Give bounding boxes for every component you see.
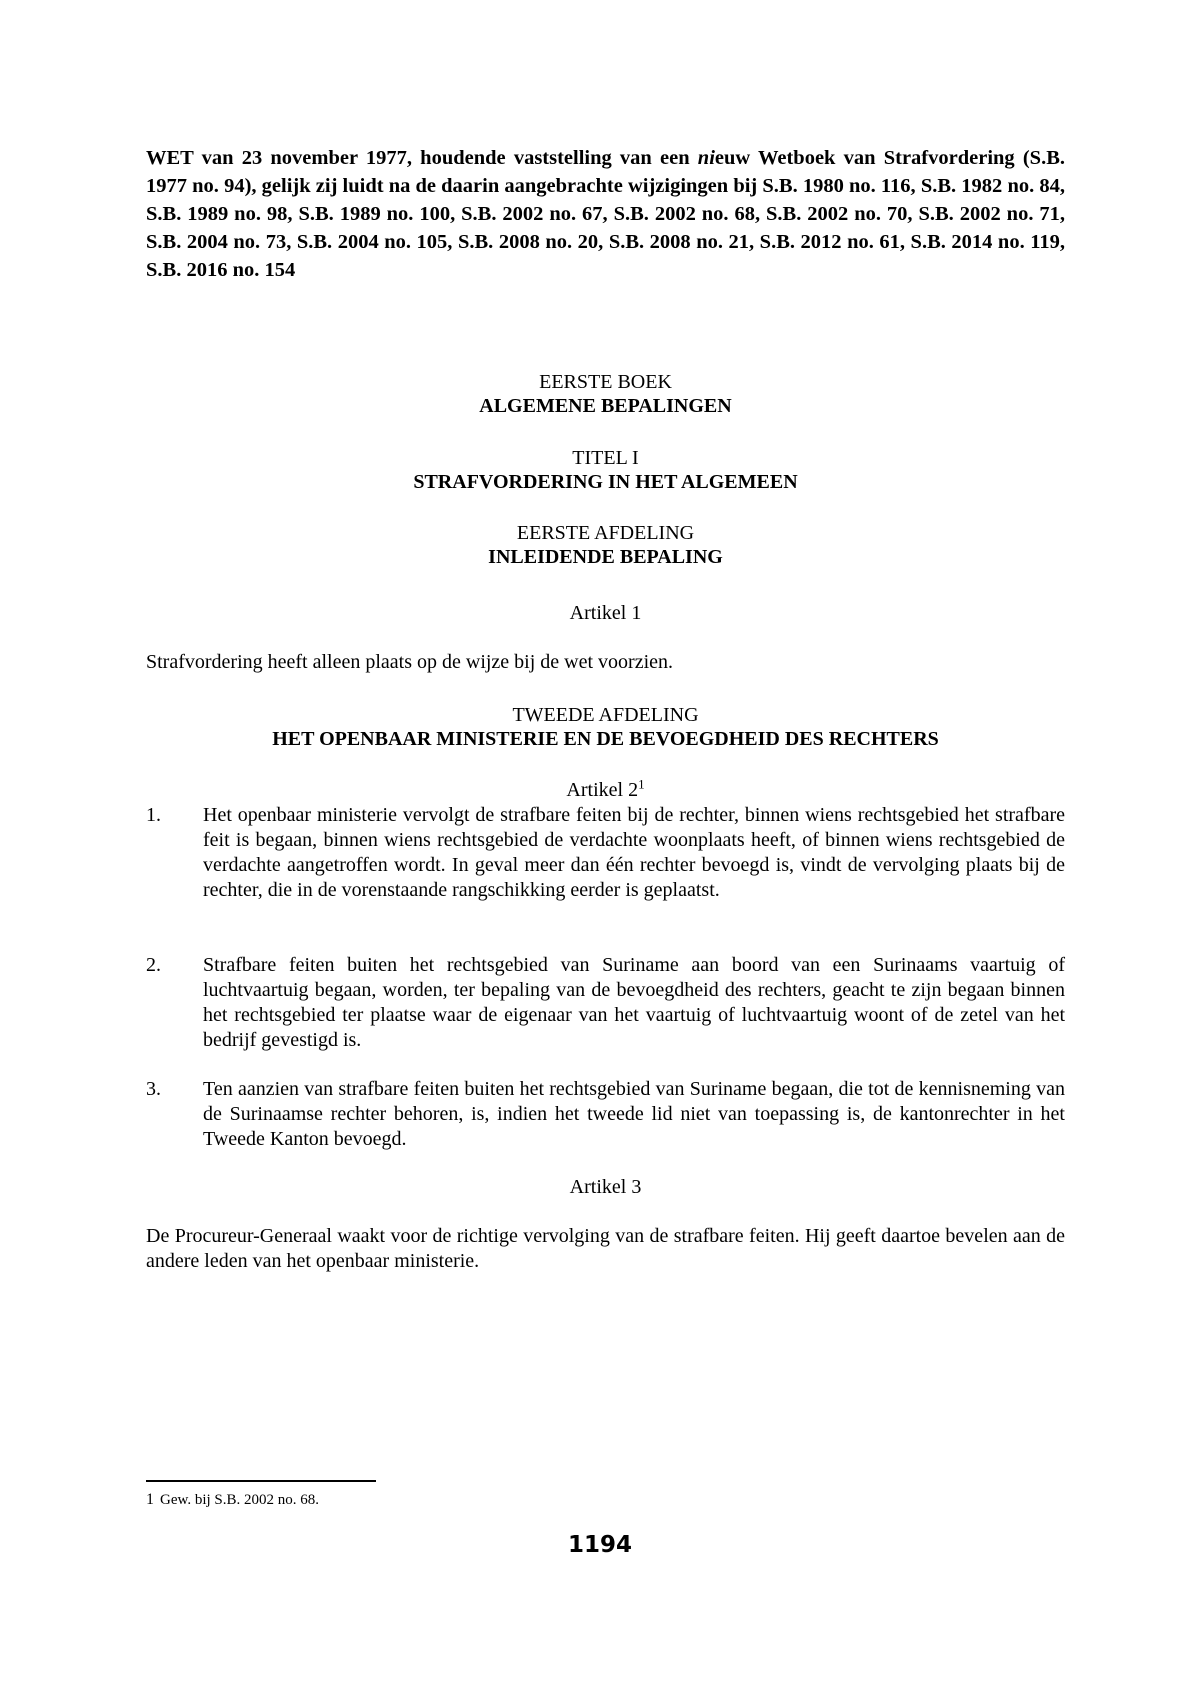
list-item-number: 3. (146, 1078, 161, 1100)
article1-text: Strafvordering heeft alleen plaats op de wijze bij de wet voorzien. (146, 651, 674, 673)
section2-heading (146, 703, 1065, 751)
footnote (146, 1490, 319, 1510)
title-title: STRAFVORDERING IN HET ALGEMEEN (413, 471, 798, 493)
footnote-reference: 1 (638, 776, 645, 792)
law-title-part2: euw Wetboek van Strafvordering (S.B. 1977 no. 94), gelijk zij luidt na de daarin aangebrachte wijzigingen bij S.B. 1980 no. 116, S.B. 1982 no. 84, S.B. 1989 no. 98, S.B. 1989 no. 100, S.B. 2002 no. 67, S.B. 2002 no. 68, S.B. 2002 no. 70, S.B. 2002 no. 71, S.B. 2004 no. 73, S.B. 2004 no. 105, S.B. 2008 no. 20, S.B. 2008 no. 21, S.B. 2012 no. 61, S.B. 2014 no. 119, S.B. 2016 no. 154 (146, 147, 1065, 281)
article3-text: De Procureur-Generaal waakt voor de richtige vervolging van de strafbare feiten. Hij geeft daartoe bevelen aan de andere leden van het openbaar ministerie. (146, 1225, 1065, 1272)
section1-title: INLEIDENDE BEPALING (488, 546, 723, 568)
list-item-number: 2. (146, 954, 161, 976)
article3-label: Artikel 3 (569, 1176, 642, 1198)
footnote-text: Gew. bij S.B. 2002 no. 68. (160, 1492, 320, 1508)
article2-item-2 (146, 953, 1065, 1053)
article2-item-3 (146, 1077, 1065, 1152)
law-title-emphasis: ni (697, 147, 715, 169)
footnote-number: 1 (146, 1491, 154, 1508)
section1-label: EERSTE AFDELING (516, 522, 695, 544)
book-heading (146, 370, 1065, 418)
article1-label: Artikel 1 (569, 602, 642, 624)
section1-heading (146, 521, 1065, 569)
page-number: 1194 (567, 1532, 632, 1558)
law-title-part1: WET van 23 november 1977, houdende vaststelling van een (146, 147, 698, 169)
book-label: EERSTE BOEK (539, 371, 672, 393)
footnote-separator (146, 1480, 376, 1482)
list-item-text: Strafbare feiten buiten het rechtsgebied van Suriname aan boord van een Surinaams vaartuig of luchtvaartuig begaan, worden, ter bepaling van de bevoegdheid des rechters, geacht te zijn begaan binnen het rechtsgebied ter plaatse waar de eigenaar van het vaartuig of luchtvaartuig woont of de zetel van het bedrijf gevestigd is. (203, 954, 1065, 1051)
list-item-number: 1. (146, 804, 161, 826)
title-heading (146, 446, 1065, 494)
article2-label-text: Artikel 2 (566, 779, 639, 801)
article2-item-1 (146, 803, 1065, 903)
section2-label: TWEEDE AFDELING (512, 704, 699, 726)
article2-label (146, 778, 1065, 802)
list-item-text: Het openbaar ministerie vervolgt de strafbare feiten bij de rechter, binnen wiens rechtsgebied het strafbare feit is begaan, binnen wiens rechtsgebied de verdachte woonplaats heeft, of binnen wiens rechtsgebied de verdachte aangetroffen wordt. In geval meer dan één rechter bevoegd is, vindt de vervolging plaats bij de rechter, die in de vorenstaande rangschikking eerder is geplaatst. (203, 804, 1065, 901)
book-title: ALGEMENE BEPALINGEN (479, 395, 732, 417)
title-label: TITEL I (572, 447, 639, 469)
law-title (146, 144, 1065, 284)
section2-title: HET OPENBAAR MINISTERIE EN DE BEVOEGDHEID DES RECHTERS (272, 728, 939, 750)
list-item-text: Ten aanzien van strafbare feiten buiten het rechtsgebied van Suriname begaan, die tot de kennisneming van de Surinaamse rechter behoren, is, indien het tweede lid niet van toepassing is, de kantonrechter in het Tweede Kanton bevoegd. (203, 1078, 1065, 1150)
